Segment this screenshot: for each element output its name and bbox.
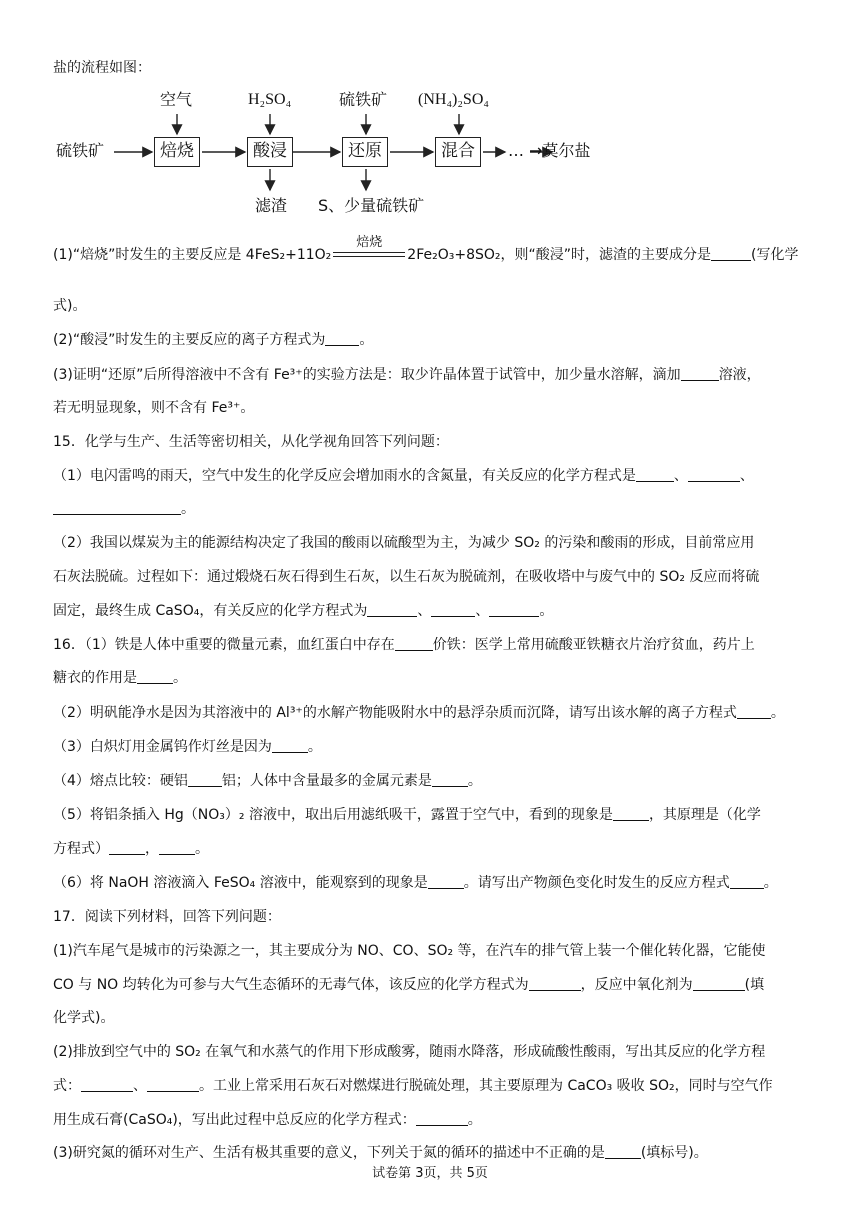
q16-part2: （2）明矾能净水是因为其溶液中的 Al³⁺的水解产物能吸附水中的悬浮杂质而沉降，请写出该水解的离子方程式 。 <box>53 705 785 721</box>
q15-part1-cont: 。 <box>53 499 820 519</box>
q17-part1-line2: CO 与 NO 均转化为可参与大气生态循环的无毒气体，该反应的化学方程式为 ，反应中氧化剂为 (填 <box>53 977 765 993</box>
answer-blank[interactable] <box>147 1077 199 1092</box>
q16-part4: （4）熔点比较：硬铝 铝；人体中含量最多的金属元素是 。 <box>53 773 482 789</box>
q14-part2: (2)“酸浸”时发生的主要反应的离子方程式为 。 <box>53 332 374 348</box>
q16-part6: （6）将 NaOH 溶液滴入 FeSO₄ 溶液中，能观察到的现象是 。请写出产物颜色变化时发生的反应方程式 。 <box>53 875 778 891</box>
answer-blank[interactable] <box>693 976 745 991</box>
answer-blank[interactable] <box>688 467 740 482</box>
q15-part2-line2: 石灰法脱硫。过程如下：通过煅烧石灰石得到生石灰，以生石灰为脱硫剂，在吸收塔中与废气中的 SO₂ 反应而将硫 <box>53 569 760 585</box>
q17-part1-cont: 化学式)。 <box>53 1010 115 1026</box>
flow-end: … →莫尔盐 <box>508 141 591 160</box>
q17-part2-line1: (2)排放到空气中的 SO₂ 在氧气和水蒸气的作用下形成酸雾，随雨水降落，形成硫酸性酸雨，写出其反应的化学方程 <box>53 1044 766 1060</box>
q14-part3: (3)证明“还原”后所得溶液中不含有 Fe³⁺的实验方法是：取少许晶体置于试管中，加少量水溶解，滴加 溶液， <box>53 367 761 383</box>
flow-arrows <box>0 0 860 230</box>
q17-part3: (3)研究氮的循环对生产、生活有极其重要的意义，下列关于氮的循环的描述中不正确的是 (填标号)。 <box>53 1145 708 1161</box>
answer-blank[interactable] <box>636 467 674 482</box>
q14-part3-cont: 若无明显现象，则不含有 Fe³⁺。 <box>53 400 255 416</box>
answer-blank[interactable] <box>431 602 475 617</box>
q16-part1: 16．（1）铁是人体中重要的微量元素，血红蛋白中存在 价铁：医学上常用硫酸亚铁糖衣片治疗贫血，药片上 <box>53 637 755 653</box>
q14-part1-cont: 式)。 <box>53 298 87 314</box>
answer-blank[interactable] <box>53 500 181 515</box>
flow-output-residue: 滤渣 <box>255 196 288 215</box>
q15-part2-line3: 固定，最终生成 CaSO₄，有关反应的化学方程式为 、 、 。 <box>53 603 554 619</box>
page-footer: 试卷第 3页，共 5页 <box>372 1166 488 1181</box>
answer-blank[interactable] <box>137 669 173 684</box>
flow-input-air: 空气 <box>160 90 193 109</box>
answer-blank[interactable] <box>489 602 539 617</box>
answer-blank[interactable] <box>730 874 764 889</box>
answer-blank[interactable] <box>737 704 771 719</box>
answer-blank[interactable] <box>529 976 581 991</box>
flow-box-acid-leach: 酸浸 <box>247 137 293 167</box>
answer-blank[interactable] <box>395 636 433 651</box>
answer-blank[interactable] <box>188 772 222 787</box>
flow-box-reduce: 还原 <box>342 137 388 167</box>
q17-part2-line3: 用生成石膏(CaSO₄)，写出此过程中总反应的化学方程式： 。 <box>53 1112 482 1128</box>
flow-input-ammonium-sulfate: (NH₄)₂SO₄ <box>418 91 489 108</box>
answer-blank[interactable] <box>711 246 751 261</box>
q16-part5: （5）将铝条插入 Hg（NO₃）₂ 溶液中，取出后用滤纸吸干，露置于空气中，看到的现象是 ，其原理是（化学 <box>53 807 761 823</box>
answer-blank[interactable] <box>367 602 417 617</box>
q15-title: 15．化学与生产、生活等密切相关，从化学视角回答下列问题： <box>53 434 449 450</box>
flow-output-sulfur: S、少量硫铁矿 <box>318 196 425 215</box>
q17-title: 17．阅读下列材料，回答下列问题： <box>53 909 281 925</box>
answer-blank[interactable] <box>325 331 359 346</box>
flow-start: 硫铁矿 <box>56 141 105 160</box>
condition-equals-sign: 焙烧 <box>333 249 405 261</box>
q15-part1: （1）电闪雷鸣的雨天，空气中发生的化学反应会增加雨水的含氮量，有关反应的化学方程式是 、 、 <box>53 468 754 484</box>
flow-box-mix: 混合 <box>435 137 481 167</box>
q14-part1: (1)“焙烧”时发生的主要反应是 4FeS₂+11O₂ 焙烧 2Fe₂O₃+8SO₂，则“酸浸”时，滤渣的主要成分是 (写化学 <box>53 235 799 263</box>
answer-blank[interactable] <box>81 1077 133 1092</box>
answer-blank[interactable] <box>272 738 308 753</box>
answer-blank[interactable] <box>159 840 195 855</box>
answer-blank[interactable] <box>416 1111 468 1126</box>
flow-box-roast: 焙烧 <box>154 137 200 167</box>
answer-blank[interactable] <box>605 1144 641 1159</box>
q16-part1-cont: 糖衣的作用是 。 <box>53 670 187 686</box>
q16-part3: （3）白炽灯用金属钨作灯丝是因为 。 <box>53 739 322 755</box>
q17-part2-line2: 式： 、 。工业上常采用石灰石对燃煤进行脱硫处理，其主要原理为 CaCO₃ 吸收 SO₂，同时与空气作 <box>53 1078 773 1094</box>
answer-blank[interactable] <box>681 366 719 381</box>
q15-part2-line1: （2）我国以煤炭为主的能源结构决定了我国的酸雨以硫酸型为主，为减少 SO₂ 的污染和酸雨的形成，目前常应用 <box>53 535 755 551</box>
answer-blank[interactable] <box>109 840 145 855</box>
answer-blank[interactable] <box>613 806 649 821</box>
answer-blank[interactable] <box>428 874 464 889</box>
q16-part5-cont: 方程式） ， 。 <box>53 841 209 857</box>
flow-input-pyrite: 硫铁矿 <box>339 90 388 109</box>
intro-text: 盐的流程如图： <box>53 60 151 76</box>
flow-input-h2so4: H₂SO₄ <box>248 91 292 108</box>
q17-part1-line1: (1)汽车尾气是城市的污染源之一，其主要成分为 NO、CO、SO₂ 等，在汽车的排气管上装一个催化转化器，它能使 <box>53 943 766 959</box>
answer-blank[interactable] <box>432 772 468 787</box>
